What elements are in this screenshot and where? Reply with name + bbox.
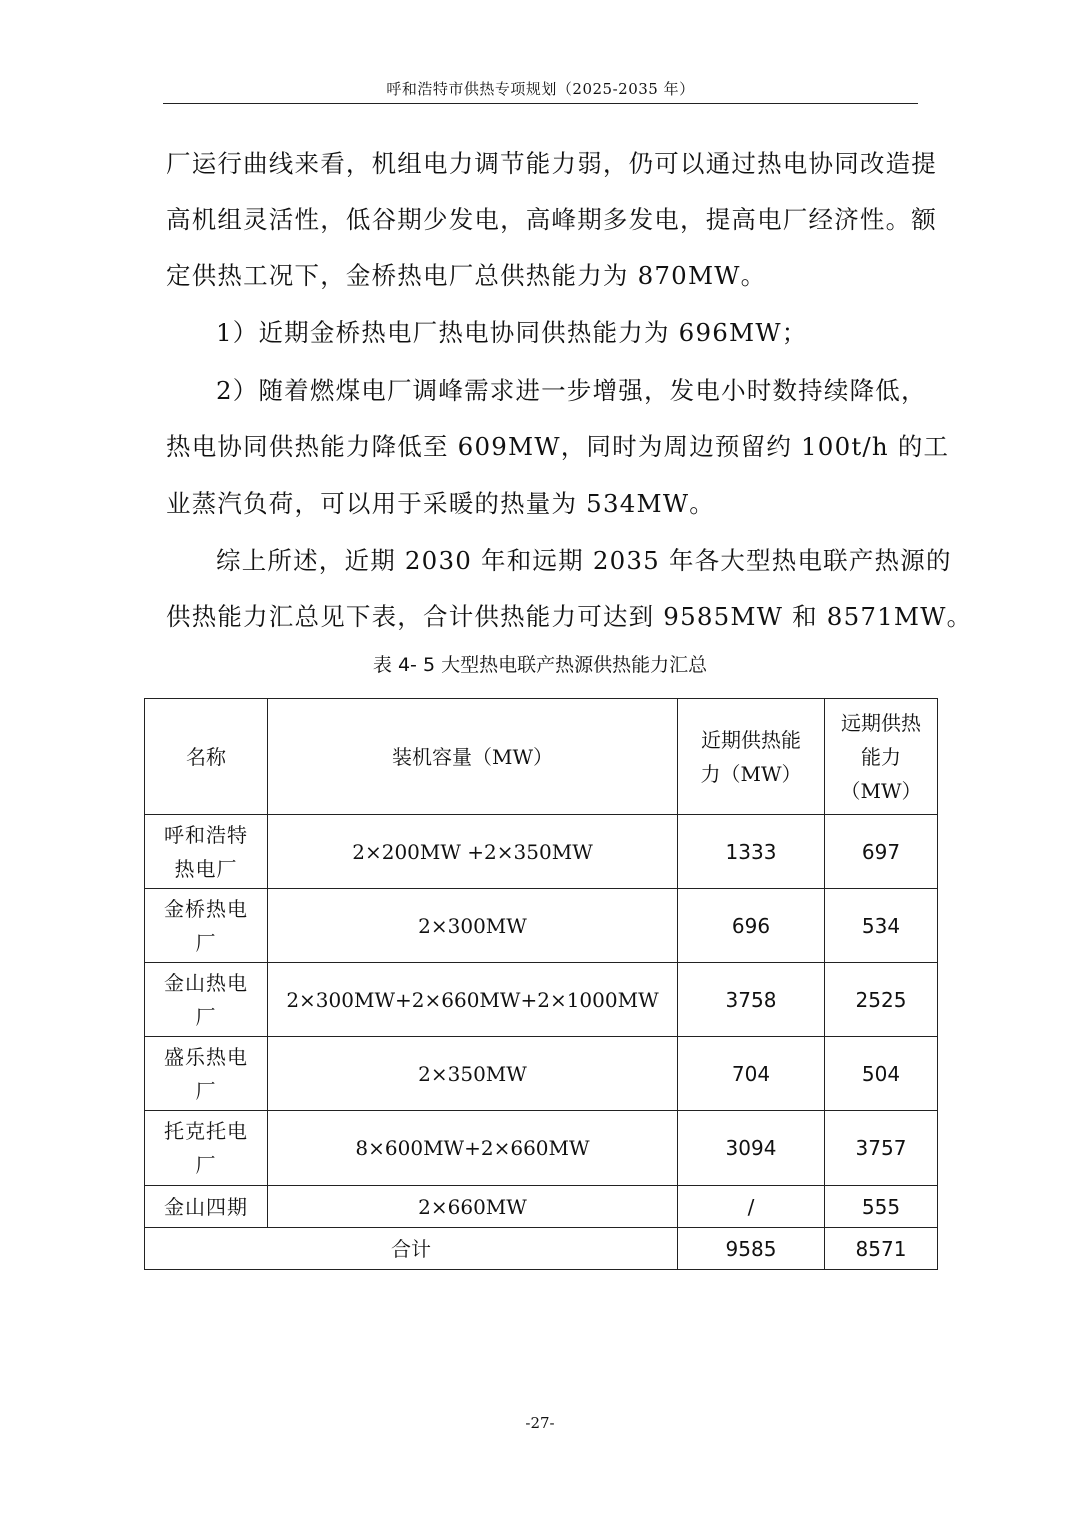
header-near-line: 近期供热能	[701, 727, 801, 752]
installed-capacity: 2×200MW +2×350MW	[268, 815, 678, 889]
plant-name-line: 厂	[195, 1153, 217, 1177]
paragraph-line: 供热能力汇总见下表，合计供热能力可达到 9585MW 和 8571MW。	[166, 602, 973, 631]
long-term-capacity: 555	[825, 1186, 938, 1228]
table-row	[145, 1186, 938, 1228]
plant-name: 金山四期	[145, 1186, 268, 1228]
paragraph-line: 厂运行曲线来看，机组电力调节能力弱，仍可以通过热电协同改造提	[166, 149, 937, 178]
plant-name-line: 厂	[195, 930, 217, 955]
near-term-capacity: 1333	[678, 815, 825, 889]
table-row	[145, 963, 938, 1037]
header-name: 名称	[145, 699, 268, 815]
plant-name-line: 厂	[195, 1078, 217, 1103]
paragraph-line: 业蒸汽负荷，可以用于采暖的热量为 534MW。	[166, 489, 715, 518]
near-term-capacity: /	[678, 1186, 825, 1228]
long-term-capacity: 504	[825, 1037, 938, 1111]
total-near-term: 9585	[678, 1228, 825, 1270]
plant-name	[145, 963, 268, 1037]
header-near-line: 力（MW）	[700, 761, 802, 786]
plant-name-line: 热电厂	[174, 856, 238, 881]
paragraph-line: 1）近期金桥热电厂热电协同供热能力为 696MW；	[216, 318, 808, 347]
table-row	[145, 889, 938, 963]
installed-capacity: 2×300MW+2×660MW+2×1000MW	[268, 963, 678, 1037]
header-long-term	[825, 699, 938, 815]
plant-name-line: 金山热电	[164, 970, 248, 995]
near-term-capacity: 704	[678, 1037, 825, 1111]
header-divider	[163, 103, 918, 104]
paragraph-line: 2）随着燃煤电厂调峰需求进一步增强，发电小时数持续降低，	[216, 376, 927, 405]
page-header-title: 呼和浩特市供热专项规划（2025-2035 年）	[386, 80, 695, 98]
installed-capacity: 2×660MW	[268, 1186, 678, 1228]
header-far-line: （MW）	[840, 778, 922, 803]
table-row	[145, 815, 938, 889]
plant-name	[145, 889, 268, 963]
plant-name-line: 金桥热电	[164, 896, 248, 921]
plant-name	[145, 815, 268, 889]
paragraph-line: 高机组灵活性，低谷期少发电，高峰期多发电，提高电厂经济性。额	[166, 205, 937, 234]
total-label: 合计	[145, 1228, 678, 1270]
installed-capacity: 2×350MW	[268, 1037, 678, 1111]
header-near-term	[678, 699, 825, 815]
table-caption: 表 4- 5 大型热电联产热源供热能力汇总	[372, 654, 708, 676]
long-term-capacity: 534	[825, 889, 938, 963]
header-far-line: 能力	[861, 744, 901, 769]
total-long-term: 8571	[825, 1228, 938, 1270]
table-header-row	[145, 699, 938, 815]
plant-name-line: 托克托电	[164, 1119, 248, 1143]
header-far-line: 远期供热	[841, 710, 921, 735]
plant-name	[145, 1111, 268, 1186]
long-term-capacity: 3757	[825, 1111, 938, 1186]
near-term-capacity: 3094	[678, 1111, 825, 1186]
header-capacity: 装机容量（MW）	[268, 699, 678, 815]
installed-capacity: 2×300MW	[268, 889, 678, 963]
near-term-capacity: 3758	[678, 963, 825, 1037]
plant-name-line: 厂	[195, 1004, 217, 1029]
long-term-capacity: 2525	[825, 963, 938, 1037]
table-row	[145, 1037, 938, 1111]
plant-name	[145, 1037, 268, 1111]
paragraph-line: 热电协同供热能力降低至 609MW，同时为周边预留约 100t/h 的工	[166, 432, 950, 461]
paragraph-line: 定供热工况下，金桥热电厂总供热能力为 870MW。	[166, 261, 767, 290]
near-term-capacity: 696	[678, 889, 825, 963]
table-total-row	[145, 1228, 938, 1270]
page-number: -27-	[525, 1414, 555, 1432]
long-term-capacity: 697	[825, 815, 938, 889]
table-row	[145, 1111, 938, 1186]
paragraph-line: 综上所述，近期 2030 年和远期 2035 年各大型热电联产热源的	[216, 546, 952, 575]
installed-capacity: 8×600MW+2×660MW	[268, 1111, 678, 1186]
plant-name-line: 呼和浩特	[164, 822, 248, 847]
heat-capacity-table	[144, 698, 938, 1270]
plant-name-line: 盛乐热电	[164, 1044, 248, 1069]
